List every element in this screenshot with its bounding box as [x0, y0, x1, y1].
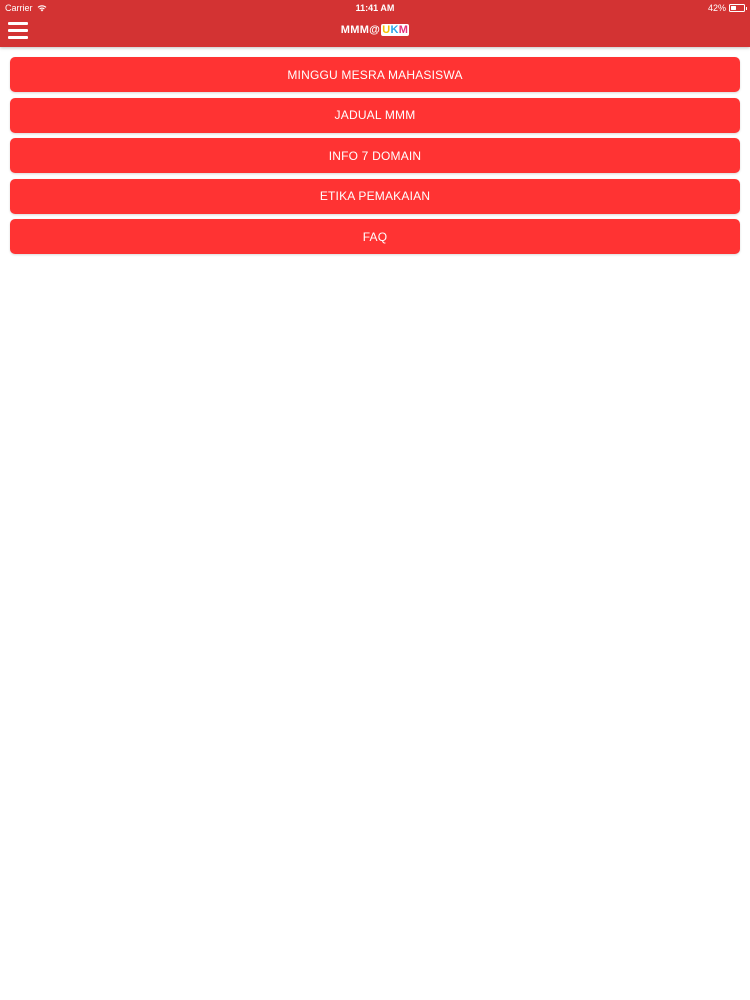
menu-item-button[interactable]: [10, 57, 740, 92]
carrier-label: Carrier: [5, 3, 33, 13]
menu-item-button[interactable]: [10, 98, 740, 133]
brand-ukm-logo: [381, 24, 409, 36]
status-bar: [0, 0, 750, 15]
main-menu: [10, 57, 740, 260]
brand-letter: M: [398, 24, 409, 36]
battery-icon: [729, 4, 745, 12]
menu-item-label: ETIKA PEMAKAIAN: [319, 189, 431, 203]
menu-item-label: FAQ: [362, 229, 388, 244]
menu-item-button[interactable]: [10, 179, 740, 214]
app-header: [0, 0, 750, 47]
menu-item-button[interactable]: [10, 138, 740, 173]
brand-letter: K: [390, 24, 399, 36]
battery-tip: [746, 7, 748, 10]
battery-percent: 42%: [707, 3, 726, 13]
menu-item-button[interactable]: [10, 219, 740, 254]
app-title: [0, 24, 750, 36]
status-time: 11:41 AM: [355, 3, 395, 13]
menu-item-label: MINGGU MESRA MAHASISWA: [287, 67, 463, 82]
brand-prefix: MMM@: [340, 24, 381, 36]
menu-item-label: JADUAL MMM: [334, 108, 416, 122]
battery-fill: [731, 6, 736, 10]
menu-item-label: INFO 7 DOMAIN: [328, 148, 422, 163]
brand-letter: U: [382, 24, 391, 36]
status-battery: [708, 3, 745, 13]
